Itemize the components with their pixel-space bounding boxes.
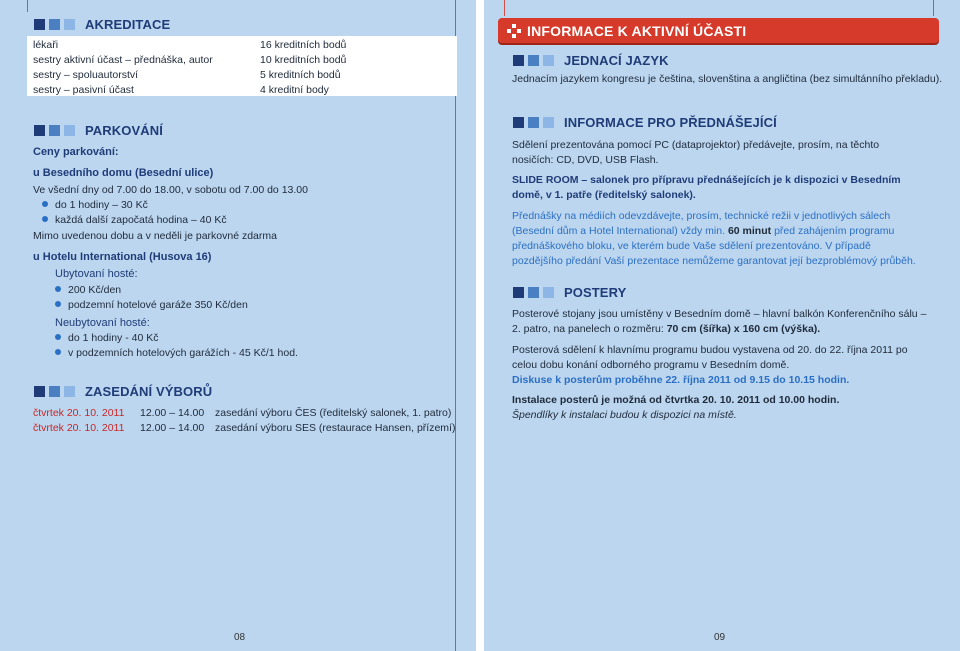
right-edge-line <box>933 0 934 16</box>
credit-who: lékaři <box>33 39 59 51</box>
guests-bullet: 200 Kč/den <box>55 284 121 297</box>
speakers-heading: INFORMACE PRO PŘEDNÁŠEJÍCÍ <box>513 115 777 130</box>
square-icon <box>64 386 75 397</box>
square-icon <box>64 19 75 30</box>
credit-points: 16 kreditních bodů <box>260 39 347 51</box>
committee-date: čtvrtek 20. 10. 2011 <box>33 422 125 434</box>
besedni-hours: Ve všední dny od 7.00 do 18.00, v sobotu od 7.00 do 13.00 <box>33 184 308 196</box>
cross-icon <box>507 24 521 38</box>
committees-heading: ZASEDÁNÍ VÝBORŮ <box>34 384 212 399</box>
square-icon <box>528 55 539 66</box>
language-text: Jednacím jazykem kongresu je čeština, slovenština a angličtina (bez simultánního překladu). <box>512 73 943 85</box>
credit-points: 4 kreditní body <box>260 84 329 96</box>
credit-points: 10 kreditních bodů <box>260 54 347 66</box>
credit-points: 5 kreditních bodů <box>260 69 341 81</box>
language-heading: JEDNACÍ JAZYK <box>513 53 669 68</box>
committee-date: čtvrtek 20. 10. 2011 <box>33 407 125 419</box>
poster-pins: Špendlíky k instalaci budou k dispozici na místě. <box>512 409 737 421</box>
credit-who: sestry – pasivní účast <box>33 84 134 96</box>
page-number-right: 09 <box>714 632 726 643</box>
square-icon <box>49 125 60 136</box>
guests-label: Ubytovaní hosté: <box>55 268 138 280</box>
square-icon <box>34 125 45 136</box>
square-icon <box>528 117 539 128</box>
guests-bullet: podzemní hotelové garáže 350 Kč/den <box>55 299 248 312</box>
besedni-free-note: Mimo uvedenou dobu a v neděli je parkovné zdarma <box>33 230 277 242</box>
poster-p2: Posterová sdělení k hlavnímu programu budou vystavena od 20. do 22. října 2011 po celou dobu konání odborného programu v Besedním domě. <box>512 344 908 371</box>
nonguests-label: Neubytovaní hosté: <box>55 317 150 329</box>
poster-heading: POSTERY <box>513 285 626 300</box>
right-column-line <box>504 0 505 16</box>
parking-prices-label: Ceny parkování: <box>33 146 119 158</box>
committee-desc: zasedání výboru SES (restaurace Hansen, přízemí) <box>215 422 456 434</box>
committee-desc: zasedání výboru ČES (ředitelský salonek, 1. patro) <box>215 407 452 419</box>
square-icon <box>49 19 60 30</box>
speakers-p1: Sdělení prezentována pomocí PC (dataprojektor) předávejte, prosím, na těchto nosičích: CD, DVD, USB Flash. <box>512 139 880 166</box>
nonguests-bullet: v podzemních hotelových garážích - 45 Kč/1 hod. <box>55 347 298 360</box>
square-icon <box>513 55 524 66</box>
square-icon <box>543 117 554 128</box>
poster-discussion: Diskuse k posterům proběhne 22. října 2011 od 9.15 do 10.15 hodin. <box>512 374 850 386</box>
square-icon <box>34 386 45 397</box>
left-column-line <box>455 0 456 651</box>
poster-install: Instalace posterů je možná od čtvrtka 20. 10. 2011 od 10.00 hodin. <box>512 394 840 406</box>
accreditation-heading: AKREDITACE <box>34 17 170 32</box>
square-icon <box>543 287 554 298</box>
info-banner <box>498 18 939 43</box>
parking-heading: PARKOVÁNÍ <box>34 123 163 138</box>
credit-who: sestry – spoluautorství <box>33 69 139 81</box>
square-icon <box>513 117 524 128</box>
besedni-bullet: každá další započatá hodina – 40 Kč <box>42 214 227 227</box>
committee-time: 12.00 – 14.00 <box>140 422 205 434</box>
square-icon <box>64 125 75 136</box>
committee-time: 12.00 – 14.00 <box>140 407 205 419</box>
page-number-left: 08 <box>234 632 246 643</box>
square-icon <box>49 386 60 397</box>
slide-room-text: SLIDE ROOM – salonek pro přípravu přednášejících je k dispozici v Besedním domě, v 1. patře (ředitelský salonek). <box>512 174 901 201</box>
square-icon <box>34 19 45 30</box>
square-icon <box>543 55 554 66</box>
left-margin-line <box>27 0 28 12</box>
nonguests-bullet: do 1 hodiny - 40 Kč <box>55 332 158 345</box>
besedni-bullet: do 1 hodiny – 30 Kč <box>42 199 148 212</box>
speakers-p3: Přednášky na médiích odevzdávejte, prosím, technické režii v jednotlivých sálech (Besední dům a Hotel International) vždy min. 60 minut před zahájením programu přednáškového bloku, ve kterém bude Vaše sdělení prezentováno. V případě pozdějšího předání Vaší prezentace nemůžeme garantovat její bezproblémový průběh. <box>512 210 916 267</box>
besedni-heading: u Besedního domu (Besední ulice) <box>33 167 214 179</box>
accreditation-table <box>27 36 457 96</box>
international-heading: u Hotelu International (Husova 16) <box>33 251 212 263</box>
square-icon <box>528 287 539 298</box>
credit-who: sestry aktivní účast – přednáška, autor <box>33 54 213 66</box>
info-banner-title: INFORMACE K AKTIVNÍ ÚČASTI <box>527 22 747 39</box>
square-icon <box>513 287 524 298</box>
poster-p1: Posterové stojany jsou umístěny v Besedním domě – hlavní balkón Konferenčního sálu – 2. patro, na panelech o rozměru: 70 cm (šířka) x 160 cm (výška). <box>512 308 927 335</box>
